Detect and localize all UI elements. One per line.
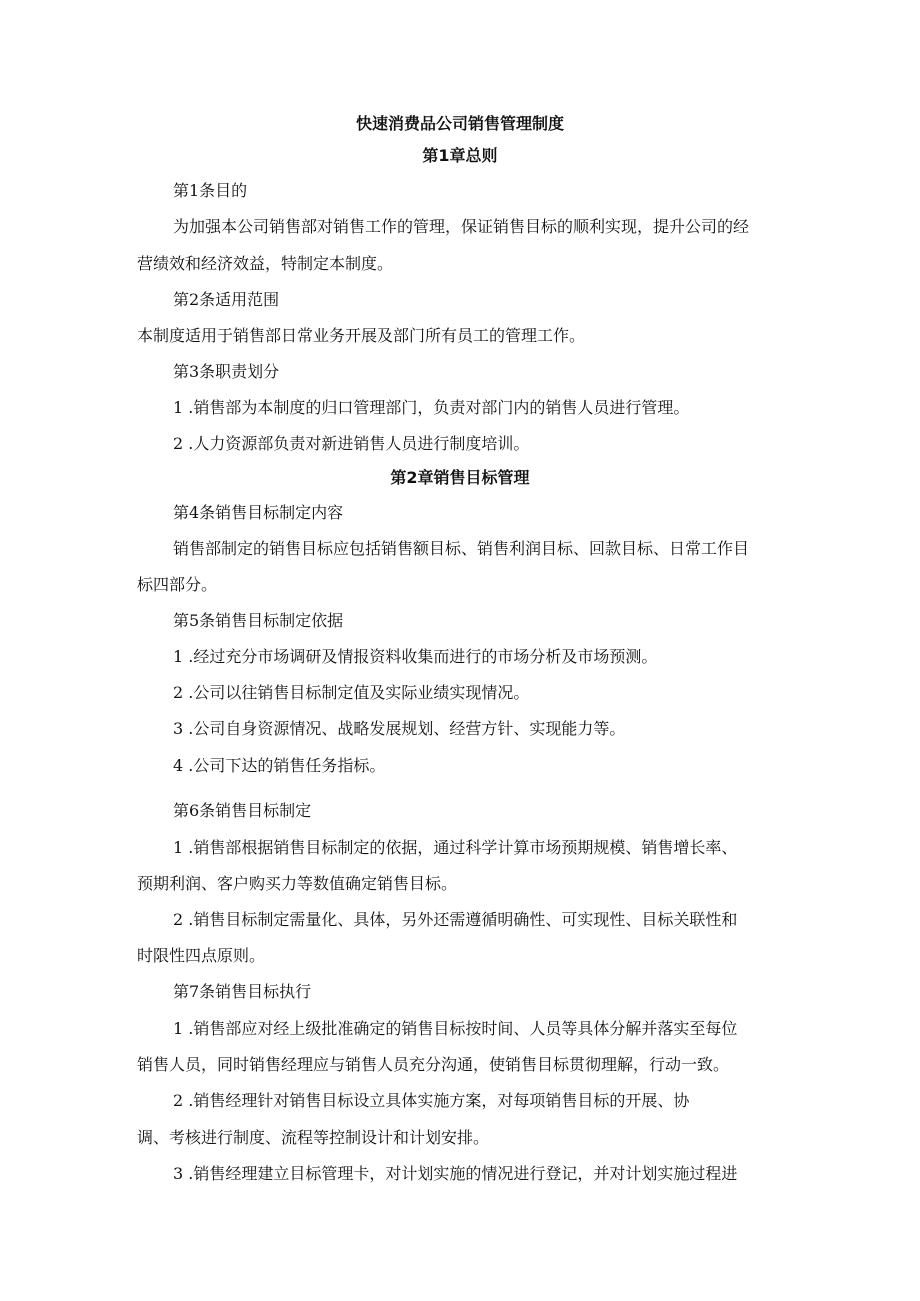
article-6-item-1-line2: 预期利润、客户购买力等数值确定销售目标。 — [137, 874, 458, 893]
article-6-item-2-line1: 2 .销售目标制定需量化、具体，另外还需遵循明确性、可实现性、目标关联性和 — [173, 910, 738, 929]
chapter-2-heading: 第2章销售目标管理 — [390, 468, 530, 487]
article-7-heading: 第7条销售目标执行 — [173, 982, 312, 1001]
article-6-item-1-line1: 1 .销售部根据销售目标制定的依据，通过科学计算市场预期规模、销售增长率、 — [173, 838, 738, 857]
article-3-item-2: 2 .人力资源部负责对新进销售人员进行制度培训。 — [173, 434, 530, 453]
article-5-item-1: 1 .经过充分市场调研及情报资料收集而进行的市场分析及市场预测。 — [173, 647, 658, 666]
article-6-item-2-line2: 时限性四点原则。 — [137, 946, 266, 965]
article-5-item-4: 4 .公司下达的销售任务指标。 — [173, 756, 386, 775]
article-5-heading: 第5条销售目标制定依据 — [173, 611, 344, 630]
article-5-item-2: 2 .公司以往销售目标制定值及实际业绩实现情况。 — [173, 683, 530, 702]
article-4-text-line1: 销售部制定的销售目标应包括销售额目标、销售利润目标、回款目标、日常工作目 — [173, 539, 750, 558]
article-7-item-2-line1: 2 .销售经理针对销售目标设立具体实施方案，对每项销售目标的开展、协 — [173, 1091, 690, 1110]
article-7-item-3-line1: 3 .销售经理建立目标管理卡，对计划实施的情况进行登记，并对计划实施过程进 — [173, 1164, 738, 1183]
article-2-heading: 第2条适用范围 — [173, 290, 280, 309]
article-4-text-line2: 标四部分。 — [137, 575, 218, 594]
article-2-text: 本制度适用于销售部日常业务开展及部门所有员工的管理工作。 — [137, 326, 586, 345]
article-1-text-line2: 营绩效和经济效益，特制定本制度。 — [137, 254, 394, 273]
article-1-heading: 第1条目的 — [173, 181, 248, 200]
article-5-item-3: 3 .公司自身资源情况、战略发展规划、经营方针、实现能力等。 — [173, 719, 626, 738]
article-3-item-1: 1 .销售部为本制度的归口管理部门，负责对部门内的销售人员进行管理。 — [173, 398, 690, 417]
article-7-item-1-line1: 1 .销售部应对经上级批准确定的销售目标按时间、人员等具体分解并落实至每位 — [173, 1019, 738, 1038]
article-4-heading: 第4条销售目标制定内容 — [173, 503, 344, 522]
chapter-1-heading: 第1章总则 — [422, 146, 498, 165]
document-title: 快速消费品公司销售管理制度 — [355, 114, 564, 133]
article-7-item-2-line2: 调、考核进行制度、流程等控制设计和计划安排。 — [137, 1128, 490, 1147]
article-7-item-1-line2: 销售人员，同时销售经理应与销售人员充分沟通，使销售目标贯彻理解，行动一致。 — [137, 1055, 730, 1074]
article-3-heading: 第3条职责划分 — [173, 362, 280, 381]
article-1-text-line1: 为加强本公司销售部对销售工作的管理，保证销售目标的顺利实现，提升公司的经 — [173, 217, 750, 236]
article-6-heading: 第6条销售目标制定 — [173, 801, 312, 820]
